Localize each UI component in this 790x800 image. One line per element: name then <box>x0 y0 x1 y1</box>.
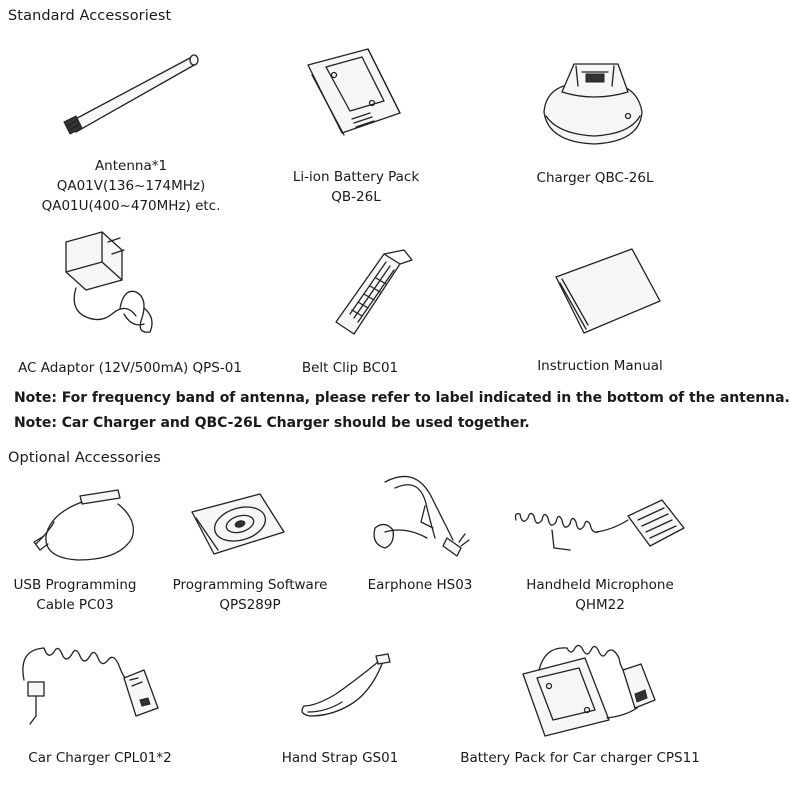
ac-adaptor-caption: AC Adaptor (12V/500mA) QPS-01 <box>18 360 242 376</box>
programming-software-caption-line-2: QPS289P <box>219 597 281 613</box>
hand-strap-illustration <box>296 650 396 722</box>
usb-cable-illustration <box>30 486 140 566</box>
antenna-caption <box>26 156 236 216</box>
battery-pack-caption-line-2: QB-26L <box>331 189 381 205</box>
usb-cable-caption-line-1: USB Programming <box>13 577 137 593</box>
instruction-manual-illustration <box>550 245 665 337</box>
instruction-manual-caption: Instruction Manual <box>537 358 663 374</box>
standard-accessories-heading: Standard Accessoriest <box>8 8 172 24</box>
antenna-caption-line-1: Antenna*1 <box>94 158 168 174</box>
battery-pack-caption-line-1: Li-ion Battery Pack <box>292 169 420 185</box>
car-charger-caption: Car Charger CPL01*2 <box>28 750 172 766</box>
belt-clip-caption: Belt Clip BC01 <box>301 360 399 376</box>
handheld-microphone-caption <box>510 575 690 615</box>
battery-pack-car-charger-illustration <box>515 640 665 740</box>
antenna-caption-line-3: QA01U(400~470MHz) etc. <box>41 198 221 214</box>
programming-software-caption-line-1: Programming Software <box>172 577 328 593</box>
battery-pack-caption <box>276 167 436 207</box>
note-car-charger: Note: Car Charger and QBC-26L Charger should be used together. <box>14 415 530 431</box>
car-charger-illustration <box>14 640 164 732</box>
ac-adaptor-illustration <box>60 228 160 343</box>
charger-illustration <box>538 50 648 150</box>
handheld-microphone-caption-line-1: Handheld Microphone <box>526 577 674 593</box>
note-antenna-band: Note: For frequency band of antenna, please refer to label indicated in the bottom of the antenna. <box>14 390 790 406</box>
battery-pack-illustration <box>300 45 410 140</box>
usb-cable-caption-line-2: Cable PC03 <box>36 597 114 613</box>
earphone-illustration <box>365 468 475 568</box>
antenna-illustration <box>58 50 218 140</box>
programming-software-caption <box>165 575 335 615</box>
earphone-caption: Earphone HS03 <box>367 577 473 593</box>
belt-clip-illustration <box>330 248 420 343</box>
charger-caption: Charger QBC-26L <box>536 170 654 186</box>
usb-cable-caption <box>0 575 150 615</box>
programming-software-illustration <box>188 490 288 560</box>
handheld-microphone-illustration <box>512 490 692 560</box>
optional-accessories-heading: Optional Accessories <box>8 450 161 466</box>
battery-pack-car-charger-caption: Battery Pack for Car charger CPS11 <box>460 750 700 766</box>
hand-strap-caption: Hand Strap GS01 <box>281 750 399 766</box>
handheld-microphone-caption-line-2: QHM22 <box>575 597 625 613</box>
antenna-caption-line-2: QA01V(136~174MHz) <box>56 178 206 194</box>
